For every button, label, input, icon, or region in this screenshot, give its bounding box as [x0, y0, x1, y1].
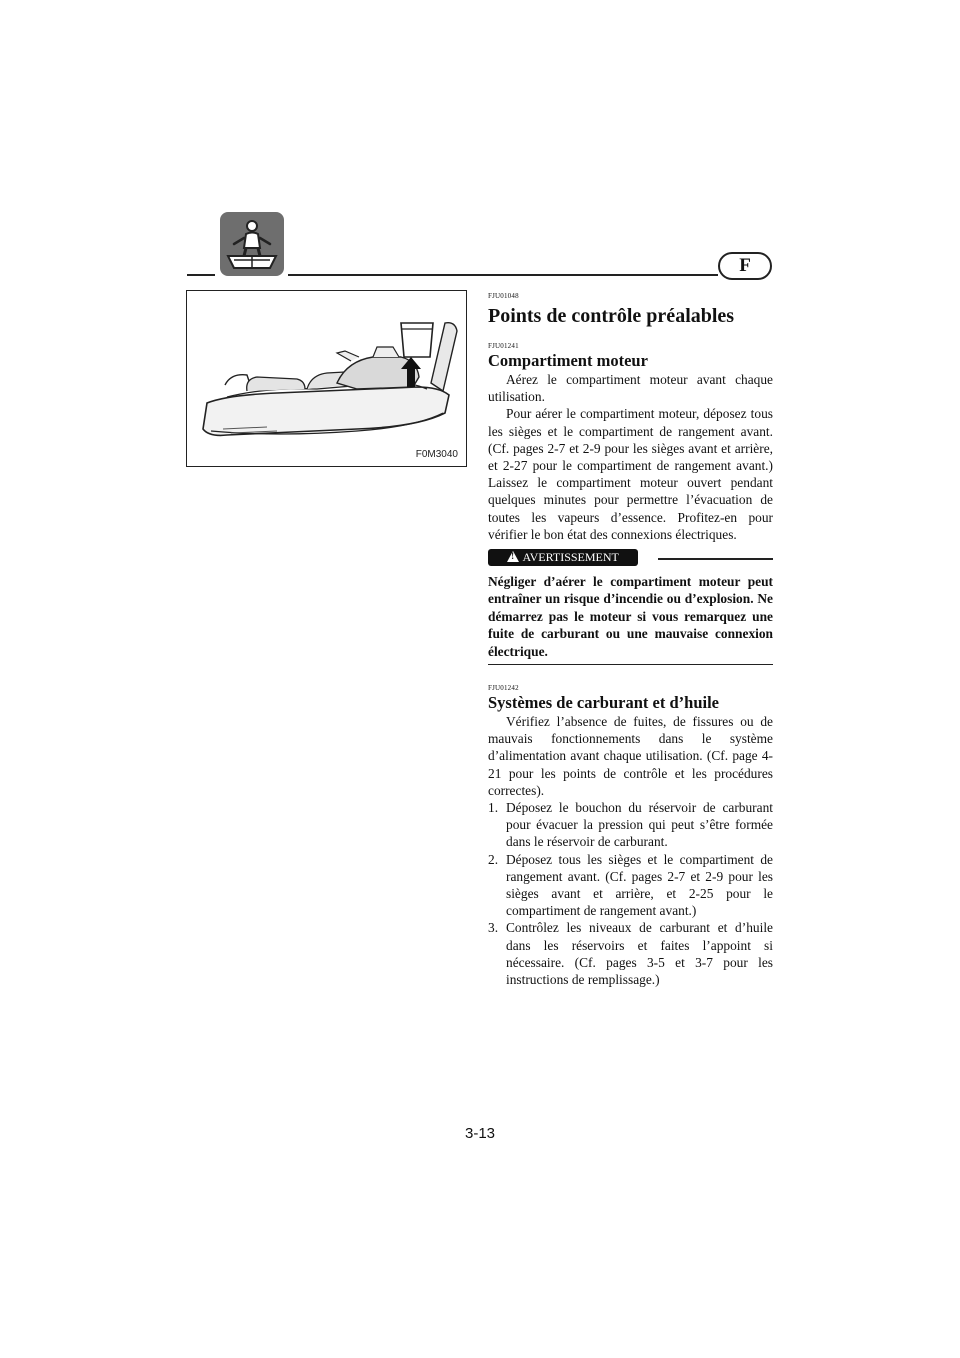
- section-fuel-oil-systems: [488, 684, 773, 988]
- step-number: 3.: [488, 920, 499, 936]
- step-number: 1.: [488, 800, 499, 816]
- header-rule-right: [288, 274, 718, 276]
- section-heading: Compartiment moteur: [488, 351, 648, 370]
- warning-text: Négliger d’aérer le compartiment moteur peut entraîner un risque d’incendie ou d’explosion. Ne démarrez pas le moteur si vous remarquez une fuite de carburant ou une mauvaise connexion électrique.: [488, 573, 773, 665]
- list-item: [488, 799, 773, 851]
- page-title: Points de contrôle préalables: [488, 305, 735, 327]
- list-item: [488, 919, 773, 988]
- warning-rule: [658, 558, 773, 560]
- step-text: Déposez tous les sièges et le compartiment de rangement avant. (Cf. pages 2-7 et 2-9 pour les sièges avant et arrière, et 2-25 pour le compartiment de rangement avant.): [506, 851, 773, 919]
- page-number: 3-13: [464, 1125, 496, 1142]
- warning-label: AVERTISSEMENT: [522, 550, 619, 565]
- step-text: Contrôlez les niveaux de carburant et d’huile dans les réservoirs et faites l’appoint si nécessaire. (Cf. pages 3-5 et 3-7 pour les instructions de remplissage.): [506, 920, 773, 988]
- language-badge: F: [718, 252, 772, 280]
- figure-label: F0M3040: [415, 449, 458, 460]
- up-arrow-icon: [401, 357, 421, 387]
- warning-triangle-icon: [507, 551, 519, 562]
- header-rule-left: [187, 274, 215, 276]
- step-number: 2.: [488, 851, 499, 867]
- rider-on-watercraft-icon: [220, 212, 284, 276]
- section-preliminary-checks: [488, 292, 773, 329]
- section-code: FJU01241: [488, 342, 519, 350]
- list-item: [488, 851, 773, 920]
- warning-header: [488, 549, 773, 569]
- paragraph: Pour aérer le compartiment moteur, déposez tous les sièges et le compartiment de rangement avant. (Cf. pages 2-7 et 2-9 pour les sièges avant et arrière, et 2-27 pour le compartiment de rangement avant.) Laissez le compartiment moteur ouvert pendant quelques minutes pour permettre l’évacuation de toutes les vapeurs d’essence. Profitez-en pour vérifier le bon état des connexions électriques.: [488, 406, 773, 542]
- section-heading: Systèmes de carburant et d’huile: [488, 693, 719, 712]
- warning-badge: [488, 549, 638, 566]
- paragraph: Vérifiez l’absence de fuites, de fissures ou de mauvais fonctionnements dans le système d’alimentation avant chaque utilisation. (Cf. page 4-21 pour les points de contrôle et les procédures correctes).: [488, 714, 773, 798]
- step-text: Déposez le bouchon du réservoir de carburant pour évacuer la pression qui peut s’être formée dans le réservoir de carburant.: [506, 800, 773, 850]
- section-code: FJU01048: [488, 292, 519, 300]
- section-engine-compartment: [488, 342, 773, 665]
- section-code: FJU01242: [488, 684, 519, 692]
- steps-list: [488, 799, 773, 988]
- engine-compartment-figure: [186, 290, 467, 467]
- paragraph: Aérez le compartiment moteur avant chaque utilisation.: [488, 372, 773, 405]
